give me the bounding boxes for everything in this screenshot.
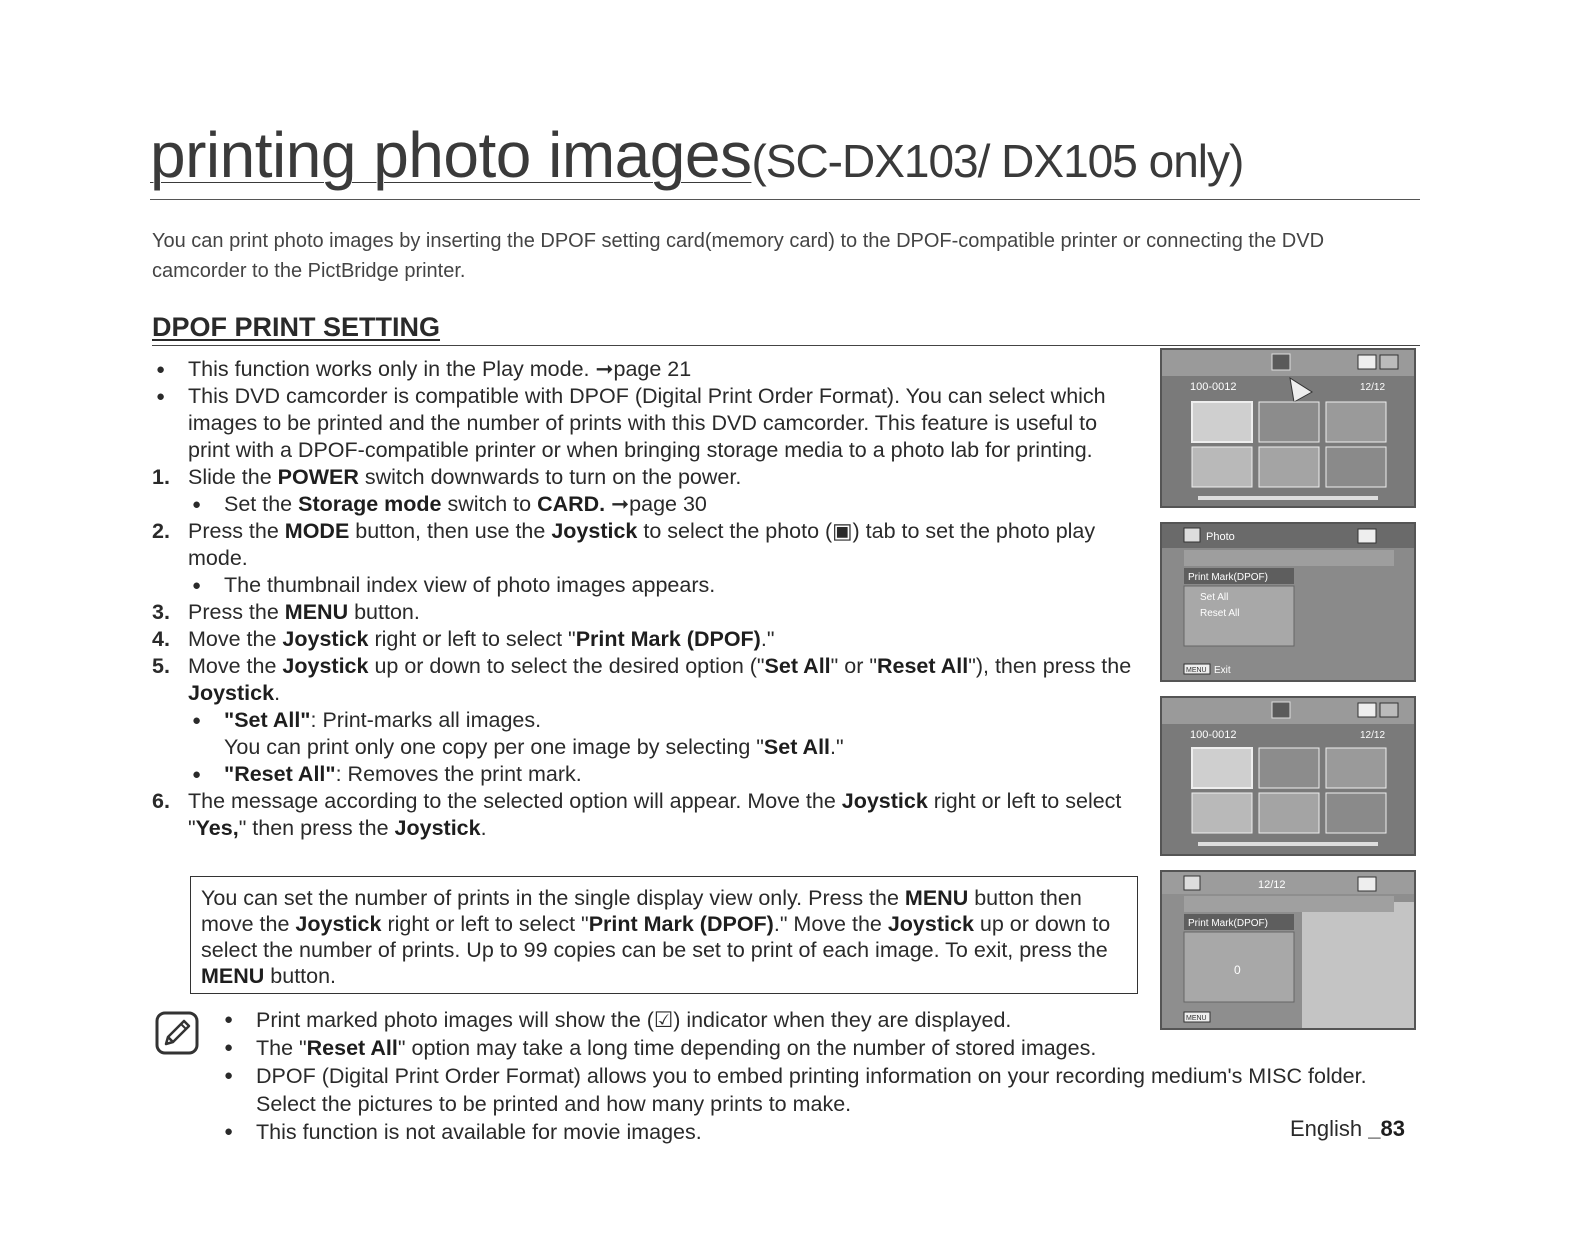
screen2-exit: Exit <box>1214 665 1231 676</box>
step-5-sub-set-all-note: You can print only one copy per one image by selecting "Set All." <box>224 735 844 759</box>
screen3-count: 12/12 <box>1360 730 1386 741</box>
camcorder-screen-single-view <box>1160 870 1416 1030</box>
screen2-opt-set-all: Set All <box>1200 592 1229 603</box>
note-item: ● This function is not available for movie images. <box>224 1120 702 1144</box>
step-6: 6. The message according to the selected option will appear. Move the Joystick right or left to select "Yes," then press the Joystick. <box>152 789 1122 840</box>
camcorder-screen-print-mark-menu <box>1160 522 1416 682</box>
title-suffix: (SC-DX103/ DX105 only) <box>751 135 1244 187</box>
screen4-value: 0 <box>1234 963 1241 977</box>
bullet-item: ● This DVD camcorder is compatible with DPOF (Digital Print Order Format). You can select which images to be printed and the number of prints with this DVD camcorder. This feature is useful to print with a DPOF-compatible printer or when bringing storage media to a photo lab for printing. <box>156 384 1106 462</box>
step-2-sub: ● The thumbnail index view of photo images appears. <box>192 573 716 597</box>
intro-paragraph: You can print photo images by inserting the DPOF setting card(memory card) to the DPOF-compatible printer or connecting the DVD camcorder to the PictBridge printer. <box>152 230 1325 282</box>
page-footer <box>1290 1116 1405 1142</box>
step-5-sub-reset-all: ● "Reset All": Removes the print mark. <box>192 762 582 786</box>
page-title <box>150 118 1420 200</box>
footer-language: English <box>1290 1116 1363 1141</box>
section-heading: DPOF PRINT SETTING <box>152 312 1420 346</box>
camcorder-screen-thumbnail-index <box>1160 348 1416 508</box>
bullet-item: ● This function works only in the Play mode. ➞page 21 <box>156 357 692 381</box>
page-number: _83 <box>1368 1116 1405 1141</box>
instruction-list <box>152 356 1132 842</box>
note-item: ● Print marked photo images will show the (☑) indicator when they are displayed. <box>224 1008 1012 1032</box>
step-1-sub: ● Set the Storage mode switch to CARD. ➞page 30 <box>192 492 707 516</box>
title-main: printing photo images <box>150 119 752 191</box>
screen4-exit-key: MENU <box>1186 1015 1207 1022</box>
screen2-tab: Photo <box>1206 531 1235 543</box>
step-5: 5. Move the Joystick up or down to select the desired option ("Set All" or "Reset All"), then press the Joystick. <box>152 654 1132 705</box>
info-box: You can set the number of prints in the single display view only. Press the MENU button then move the Joystick right or left to select "Print Mark (DPOF)." Move the Joystick up or down to select the number of prints. Up to 99 copies can be set to print of each image. To exit, press the MENU button. <box>190 876 1138 994</box>
note-item: ● The "Reset All" option may take a long time depending on the number of stored images. <box>224 1036 1097 1060</box>
camcorder-screen-marked-thumbnails <box>1160 696 1416 856</box>
screen2-exit-key: MENU <box>1186 667 1207 674</box>
step-1: 1. Slide the POWER switch downwards to turn on the power. <box>152 465 742 489</box>
note-item: ● DPOF (Digital Print Order Format) allows you to embed printing information on your recording medium's MISC folder. Select the pictures to be printed and how many prints to make. <box>224 1064 1367 1116</box>
step-2: 2. Press the MODE button, then use the Joystick to select the photo (▣) tab to set the photo play mode. <box>152 519 1096 570</box>
note-pencil-icon <box>154 1010 200 1056</box>
step-3: 3. Press the MENU button. <box>152 600 420 624</box>
step-5-sub-set-all: ● "Set All": Print-marks all images. <box>192 708 542 732</box>
screen4-count: 12/12 <box>1258 879 1286 891</box>
screen4-menu-title: Print Mark(DPOF) <box>1188 918 1268 929</box>
screen3-folder: 100-0012 <box>1190 729 1237 741</box>
screen1-folder: 100-0012 <box>1190 381 1237 393</box>
screen2-menu-title: Print Mark(DPOF) <box>1188 572 1268 583</box>
screen1-count: 12/12 <box>1360 382 1386 393</box>
screen2-opt-reset-all: Reset All <box>1200 608 1240 619</box>
step-4: 4. Move the Joystick right or left to select "Print Mark (DPOF)." <box>152 627 775 651</box>
